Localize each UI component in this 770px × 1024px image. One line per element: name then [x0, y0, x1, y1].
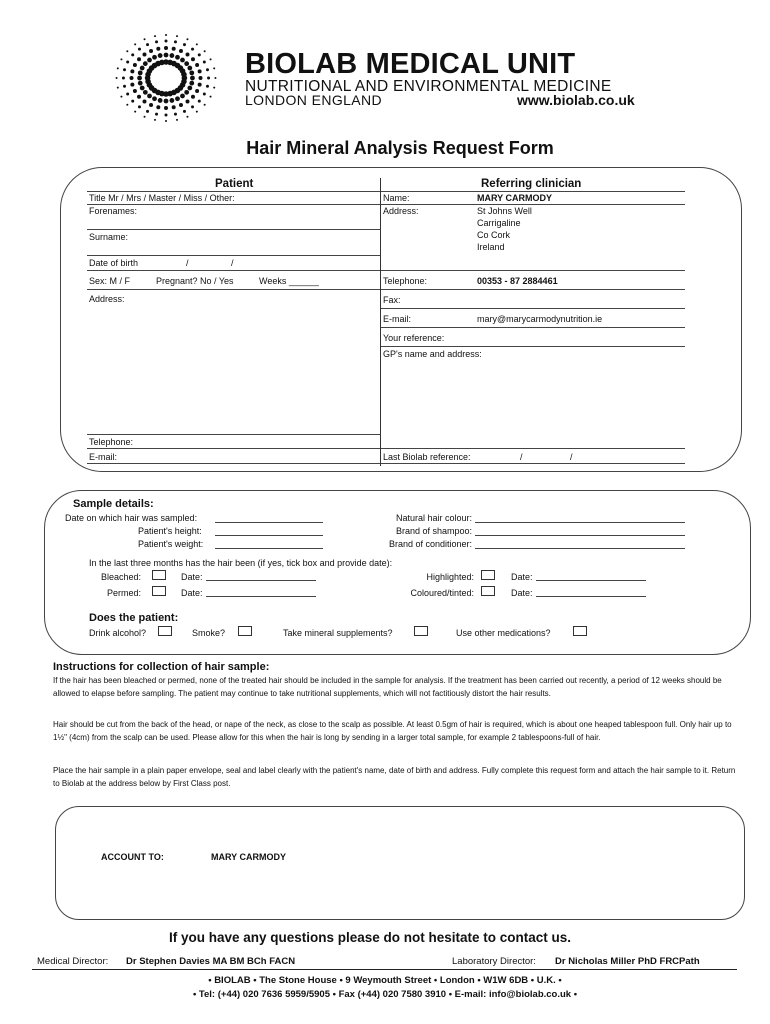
logo-dot	[176, 35, 178, 37]
logo-dot	[143, 61, 148, 66]
logo-dot	[152, 55, 157, 60]
height-field[interactable]	[215, 535, 323, 536]
logo-dot	[174, 40, 177, 43]
patient-heading-rule	[87, 191, 380, 192]
forenames-label: Forenames:	[89, 206, 138, 216]
panel-divider	[380, 178, 381, 466]
reference-field[interactable]	[381, 346, 685, 347]
logo-dot	[186, 99, 190, 103]
logo-dot	[120, 58, 122, 60]
coloured-checkbox[interactable]	[481, 586, 495, 596]
clinician-email-value: mary@marycarmodynutrition.ie	[477, 314, 603, 324]
logo-dot	[149, 49, 153, 53]
footer-rule	[32, 969, 737, 970]
logo-dot	[154, 35, 156, 37]
patient-telephone-label: Telephone:	[89, 437, 134, 447]
patient-email-field[interactable]	[87, 463, 380, 464]
logo-dot	[187, 86, 192, 91]
gp-label: GP's name and address:	[383, 349, 482, 359]
logo-dot	[140, 86, 145, 91]
patient-email-label: E-mail:	[89, 452, 118, 462]
dob-label: Date of birth	[89, 258, 139, 268]
logo-dot	[138, 70, 143, 75]
highlighted-date-label: Date:	[511, 572, 533, 582]
logo-dot	[196, 43, 198, 45]
clinician-telephone-value: 00353 - 87 2884461	[477, 276, 558, 286]
logo-dot	[143, 90, 148, 95]
logo-dot	[191, 48, 194, 51]
sunburst-dots-logo	[104, 28, 234, 128]
logo-dot	[206, 68, 209, 71]
forenames-field[interactable]	[87, 229, 380, 230]
medical-director-label: Medical Director:	[37, 956, 109, 967]
logo-dot	[204, 50, 206, 52]
logo-dot	[126, 104, 128, 106]
logo-dot	[204, 104, 206, 106]
logo-dot	[195, 89, 199, 93]
footer-address: • BIOLAB • The Stone House • 9 Weymouth Street • London • W1W 6DB • U.K. •	[208, 975, 562, 986]
logo-dot	[189, 81, 194, 86]
reference-label: Your reference:	[383, 333, 445, 343]
sample-heading: Sample details:	[73, 498, 154, 510]
instructions-para-3: Place the hair sample in a plain paper envelope, seal and label clearly with the patient's name, date of birth and address. Fully complete this request form and attach the hair sample to it. Return to Biolab at the address below by First Class post.	[53, 766, 736, 788]
patient-heading: Patient	[215, 178, 254, 190]
logo-dot	[183, 43, 186, 46]
bleached-label: Bleached:	[101, 572, 142, 582]
logo-dot	[155, 113, 158, 116]
logo-dot	[191, 95, 195, 99]
supplements-label: Take mineral supplements?	[283, 628, 393, 638]
logo-dot	[164, 53, 169, 58]
logo-dot	[176, 119, 178, 121]
logo-dot	[187, 66, 192, 71]
clinician-email-label: E-mail:	[383, 314, 412, 324]
clinician-email-field[interactable]	[381, 327, 685, 328]
logo-dot	[137, 95, 141, 99]
logo-dot	[210, 96, 212, 98]
logo-dot	[116, 77, 118, 79]
weight-label: Patient's weight:	[138, 539, 204, 549]
logo-dot	[174, 113, 177, 116]
logo-dot	[190, 76, 195, 81]
clinician-name-label: Name:	[383, 193, 410, 203]
clinician-address-label: Address:	[383, 206, 419, 216]
dob-slash-1: /	[186, 258, 189, 268]
logo-dot	[144, 116, 146, 118]
logo-dot	[133, 89, 137, 93]
logo-dot	[180, 58, 185, 63]
logo-dot	[165, 120, 167, 122]
dob-field[interactable]	[87, 270, 380, 271]
org-location: LONDON ENGLAND	[245, 92, 383, 108]
logo-dot	[156, 47, 160, 51]
logo-dot	[186, 53, 190, 57]
supplements-checkbox[interactable]	[414, 626, 428, 636]
logo-dot	[172, 47, 176, 51]
logo-dot	[156, 105, 160, 109]
instructions-para-1: If the hair has been bleached or permed, none of the treated hair should be included in the sample for analysis. If the treatment has been carried out recently, a period of 12 weeks should be allowed to elapse before sampling. The patient may continue to take nutritional supplements, which will not factitiously distort the hair results.	[53, 676, 722, 698]
coloured-label: Coloured/tinted:	[410, 588, 474, 598]
logo-dot	[146, 110, 149, 113]
bleached-date-field[interactable]	[206, 580, 316, 581]
logo-dot	[133, 63, 137, 67]
logo-dot	[196, 111, 198, 113]
logo-dot	[195, 63, 199, 67]
smoke-label: Smoke?	[192, 628, 226, 638]
form-title: Hair Mineral Analysis Request Form	[246, 138, 554, 158]
logo-dot	[198, 53, 201, 56]
logo-dot	[186, 116, 188, 118]
clinician-name-value: MARY CARMODY	[477, 193, 553, 203]
logo-dot	[164, 106, 168, 110]
footer-contact-details: • Tel: (+44) 020 7636 5959/5905 • Fax (+44) 020 7580 3910 • E-mail: info@biolab.co.uk •	[192, 989, 578, 1000]
account-value: MARY CARMODY	[211, 852, 287, 862]
logo-dot	[123, 68, 126, 71]
patient-telephone-field[interactable]	[87, 448, 380, 449]
logo-dot	[184, 90, 189, 95]
logo-dot	[154, 119, 156, 121]
permed-date-field[interactable]	[206, 596, 316, 597]
medical-director-name: Dr Stephen Davies MA BM BCh FACN	[126, 956, 296, 967]
logo-dot	[134, 43, 136, 45]
logo-dot	[152, 96, 157, 101]
conditioner-field[interactable]	[475, 548, 685, 549]
logo-dot	[191, 105, 194, 108]
logo-dot	[120, 96, 122, 98]
clinician-heading: Referring clinician	[481, 178, 582, 190]
shampoo-label: Brand of shampoo:	[395, 526, 472, 536]
clinician-heading-rule	[381, 191, 685, 192]
logo-dot	[138, 81, 143, 86]
logo-dot	[140, 66, 145, 71]
logo-dot	[175, 96, 180, 101]
logo-dot	[142, 53, 146, 57]
logo-dot	[158, 53, 163, 58]
date-sampled-label: Date on which hair was sampled:	[65, 513, 198, 523]
logo-dot	[138, 105, 141, 108]
permed-checkbox[interactable]	[152, 586, 166, 596]
weight-field[interactable]	[215, 548, 323, 549]
clinician-fax-label: Fax:	[383, 295, 401, 305]
last-ref-field[interactable]	[381, 463, 685, 464]
logo-dot	[203, 93, 206, 96]
logo-dot	[165, 34, 167, 36]
logo-dot	[122, 77, 125, 80]
logo-dot	[184, 61, 189, 66]
clinician-address-line-3: Co Cork	[477, 230, 511, 240]
patient-question: Does the patient:	[89, 612, 179, 624]
last-ref-slash-2: /	[570, 452, 573, 462]
clinician-fax-field[interactable]	[381, 308, 685, 309]
logo-dot	[165, 40, 168, 43]
logo-dot	[142, 99, 146, 103]
logo-dot	[126, 60, 129, 63]
logo-dot	[199, 76, 203, 80]
logo-dot	[203, 60, 206, 63]
logo-dot	[198, 100, 201, 103]
logo-dot	[183, 110, 186, 113]
logo-dot	[179, 103, 183, 107]
logo-dot	[144, 38, 146, 40]
clinician-address-field[interactable]	[381, 270, 685, 271]
clinician-address-line-1: St Johns Well	[477, 206, 532, 216]
logo-dot	[172, 105, 176, 109]
logo-dot	[146, 43, 149, 46]
org-website: www.biolab.co.uk	[517, 92, 635, 108]
logo-dot	[207, 77, 210, 80]
instructions-para-2: Hair should be cut from the back of the head, or nape of the neck, as close to the scalp as possible. At least 0.5gm of hair is required, which is about one heaped tablespoon full. Only hair up to 1½" (4cm) from the scalp can be used. Please allow for this when the hair is long by sending in a larger total sample, for example 2 tablespoons-full of hair.	[53, 720, 732, 742]
logo-dot	[155, 40, 158, 43]
clinician-name-field[interactable]	[381, 204, 685, 205]
org-name: BIOLAB MEDICAL UNIT	[245, 48, 576, 80]
smoke-checkbox[interactable]	[238, 626, 252, 636]
dob-slash-2: /	[231, 258, 234, 268]
pregnant-label: Pregnant? No / Yes	[156, 276, 234, 286]
weeks-label: Weeks ______	[259, 276, 319, 286]
logo-dot	[175, 55, 180, 60]
logo-dot	[180, 94, 185, 99]
logo-dot	[214, 77, 216, 79]
shampoo-field[interactable]	[475, 535, 685, 536]
gp-field[interactable]	[381, 448, 685, 449]
clinician-address-line-4: Ireland	[477, 242, 505, 252]
highlighted-date-field[interactable]	[536, 580, 646, 581]
sex-label: Sex: M / F	[89, 276, 131, 286]
title-label: Title Mr / Mrs / Master / Miss / Other:	[89, 193, 235, 203]
logo-dot	[164, 99, 169, 104]
logo-dot	[198, 69, 202, 73]
logo-dot	[138, 48, 141, 51]
logo-dot	[181, 72, 187, 78]
logo-dot	[158, 98, 163, 103]
permed-label: Permed:	[107, 588, 142, 598]
logo-dot	[130, 76, 134, 80]
height-label: Patient's height:	[138, 526, 202, 536]
logo-dot	[126, 93, 129, 96]
logo-dot	[117, 67, 119, 69]
lab-director-label: Laboratory Director:	[452, 956, 536, 967]
logo-dot	[213, 87, 215, 89]
conditioner-label: Brand of conditioner:	[388, 539, 472, 549]
logo-dot	[147, 94, 152, 99]
logo-dot	[147, 58, 152, 63]
logo-dot	[126, 50, 128, 52]
patient-address-label: Address:	[89, 294, 125, 304]
contact-line: If you have any questions please do not hesitate to contact us.	[168, 930, 572, 945]
highlighted-label: Highlighted:	[426, 572, 474, 582]
sex-field[interactable]	[87, 289, 380, 290]
hair-colour-label: Natural hair colour:	[395, 513, 472, 523]
coloured-date-field[interactable]	[536, 596, 646, 597]
logo-dot	[134, 111, 136, 113]
title-field[interactable]	[87, 204, 380, 205]
logo-dot	[123, 85, 126, 88]
date-sampled-field[interactable]	[215, 522, 323, 523]
medications-checkbox[interactable]	[573, 626, 587, 636]
logo-dot	[149, 103, 153, 107]
bleached-date-label: Date:	[181, 572, 203, 582]
logo-dot	[179, 49, 183, 53]
logo-dot	[131, 53, 134, 56]
logo-dot	[137, 57, 141, 61]
logo-dot	[130, 83, 134, 87]
logo-dot	[189, 70, 194, 75]
treatment-question: In the last three months has the hair been (if yes, tick box and provide date):	[89, 558, 393, 568]
logo-dot	[117, 87, 119, 89]
lab-director-name: Dr Nicholas Miller PhD FRCPath	[555, 956, 700, 967]
alcohol-label: Drink alcohol?	[89, 628, 147, 638]
logo-dot	[186, 38, 188, 40]
logo-dot	[131, 100, 134, 103]
logo-dot	[213, 67, 215, 69]
clinician-address-line-2: Carrigaline	[477, 218, 521, 228]
logo-dot	[169, 53, 174, 58]
logo-dot	[210, 58, 212, 60]
logo-dot	[165, 114, 168, 117]
org-subtitle: NUTRITIONAL AND ENVIRONMENTAL MEDICINE	[245, 78, 612, 95]
patient-address-field[interactable]	[87, 434, 380, 435]
clinician-telephone-field[interactable]	[381, 289, 685, 290]
logo-dot	[198, 83, 202, 87]
clinician-telephone-label: Telephone:	[383, 276, 428, 286]
account-panel	[55, 806, 745, 920]
permed-date-label: Date:	[181, 588, 203, 598]
logo-dot	[164, 46, 168, 50]
logo-dot	[137, 76, 142, 81]
last-ref-slash-1: /	[520, 452, 523, 462]
logo-dot	[191, 57, 195, 61]
logo-dot	[130, 69, 134, 73]
bleached-checkbox[interactable]	[152, 570, 166, 580]
coloured-date-label: Date:	[511, 588, 533, 598]
alcohol-checkbox[interactable]	[158, 626, 172, 636]
hair-colour-field[interactable]	[475, 522, 685, 523]
surname-label: Surname:	[89, 232, 129, 242]
logo-dot	[169, 98, 174, 103]
logo-dot	[206, 85, 209, 88]
account-label: ACCOUNT TO:	[101, 852, 164, 862]
last-ref-label: Last Biolab reference:	[383, 452, 471, 462]
instructions-heading: Instructions for collection of hair sample:	[53, 661, 270, 673]
highlighted-checkbox[interactable]	[481, 570, 495, 580]
medications-label: Use other medications?	[456, 628, 551, 638]
surname-field[interactable]	[87, 255, 380, 256]
